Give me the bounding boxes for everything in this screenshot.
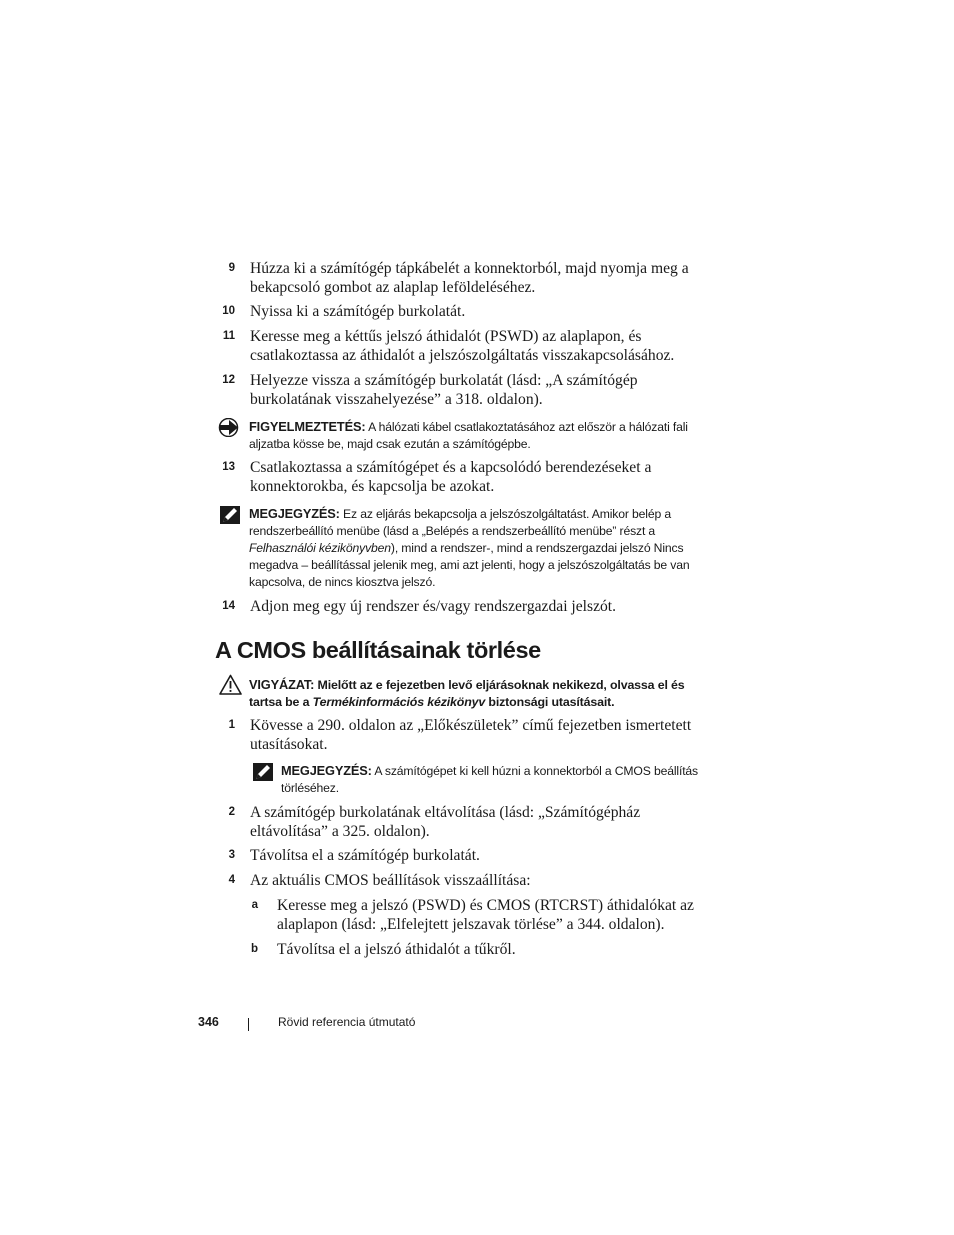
step-text: Keresse meg a kéttűs jelszó áthidalót (PSWD) az alaplapon, és csatlakoztassa az áthidalót a jelszószolgáltatás visszakapcsolásához.	[250, 328, 675, 364]
step-number: 2	[228, 806, 235, 818]
step-text: Kövesse a 290. oldalon az „Előkészületek” című fejezetben ismertetett utasításokat.	[250, 717, 692, 753]
step-text: Helyezze vissza a számítógép burkolatát (lásd: „A számítógép burkolatának visszahelyezése” a 318. oldalon).	[250, 372, 638, 408]
step-number: 1	[228, 719, 235, 731]
warning-triangle-icon	[219, 674, 242, 695]
substep-text: Távolítsa el a jelszó áthidalót a tűkről.	[277, 941, 516, 958]
caution-label: VIGYÁZAT:	[249, 677, 315, 692]
step-number: 3	[228, 849, 235, 861]
step-text: Húzza ki a számítógép tápkábelét a konnektorból, majd nyomja meg a bekapcsoló gombot az alaplap leföldeléséhez.	[250, 260, 689, 296]
notice-text	[249, 418, 699, 453]
step-text: Távolítsa el a számítógép burkolatát.	[250, 847, 480, 864]
page-number: 346	[198, 1015, 219, 1029]
step-text: Az aktuális CMOS beállítások visszaállítása:	[250, 872, 531, 889]
note-body: A számítógépet ki kell húzni a konnektorból a CMOS beállítás törléséhez.	[281, 764, 698, 795]
step-text: Csatlakoztassa a számítógépet és a kapcsolódó berendezéseket a konnektorokba, és kapcsolja be azokat.	[250, 459, 652, 495]
note-label: MEGJEGYZÉS:	[249, 506, 340, 521]
caution-body-italic: Termékinformációs kézikönyv	[312, 695, 486, 709]
step-number: 14	[222, 600, 235, 612]
note-body-italic: Felhasználói kézikönyvben	[249, 541, 391, 555]
step-text: Adjon meg egy új rendszer és/vagy rendszergazdai jelszót.	[250, 598, 617, 615]
substep-text: Keresse meg a jelszó (PSWD) és CMOS (RTCRST) áthidalókat az alaplapon (lásd: „Elfelejtett jelszavak törlése” a 344. oldalon).	[277, 897, 694, 933]
substep-letter: a	[251, 899, 258, 911]
footer-title: Rövid referencia útmutató	[278, 1015, 416, 1029]
note-text	[249, 505, 699, 591]
footer-divider	[248, 1018, 249, 1031]
caution-body-a: Mielőtt az e fejezetben levő eljárásoknak nekikezd, olvassa el és tartsa be a	[249, 678, 685, 709]
note-label: MEGJEGYZÉS:	[281, 763, 372, 778]
notice-label: FIGYELMEZTETÉS:	[249, 419, 366, 434]
substep-letter: b	[250, 943, 258, 955]
caution-body-b: biztonsági utasításait.	[488, 695, 615, 709]
section-title: A CMOS beállításainak törlése	[215, 637, 541, 663]
step-number: 12	[222, 374, 235, 386]
step-text: A számítógép burkolatának eltávolítása (lásd: „Számítógépház eltávolítása” a 325. oldalon).	[250, 804, 641, 840]
step-number: 9	[228, 262, 235, 274]
notice-icon	[218, 418, 239, 437]
step-number: 4	[228, 874, 235, 886]
pencil-note-icon	[219, 505, 241, 525]
pencil-note-icon	[252, 762, 274, 782]
step-number: 10	[222, 305, 235, 317]
notice-body: A hálózati kábel csatlakoztatásához azt először a hálózati fali aljzatba kösse be, majd csak ezután a számítógépbe.	[249, 420, 688, 451]
caution-text	[249, 676, 699, 711]
step-number: 13	[222, 461, 235, 473]
note-text	[281, 762, 701, 797]
step-number: 11	[222, 330, 235, 342]
note-body-b: ), mind a rendszer-, mind a rendszergazdai jelszó Nincs megadva – beállítással jelenik meg, ami azt jelenti, hogy a jelszószolgáltatás be van kapcsolva, de nincs kiosztva jelszó.	[249, 541, 690, 589]
step-text: Nyissa ki a számítógép burkolatát.	[250, 303, 466, 320]
note-body-a: Ez az eljárás bekapcsolja a jelszószolgáltatást. Amikor belép a rendszerbeállító menübe (lásd a „Belépés a rendszerbeállító menübe” részt a	[249, 507, 671, 538]
